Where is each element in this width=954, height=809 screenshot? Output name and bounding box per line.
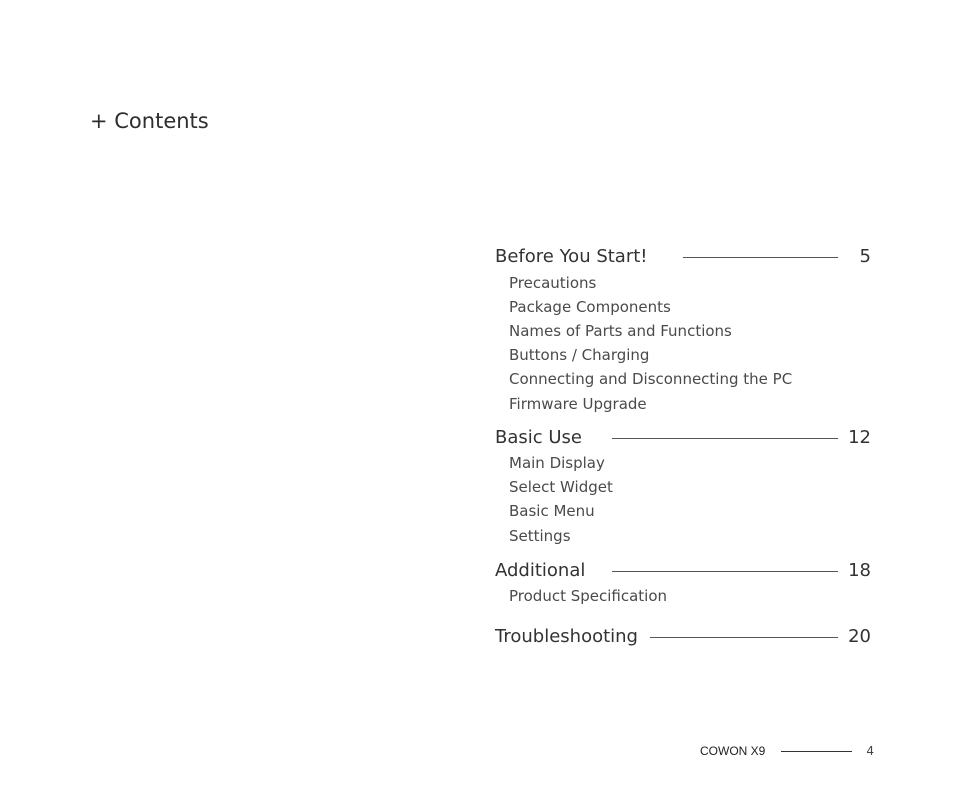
toc-section-page: 18 (848, 560, 871, 581)
toc-section-title: Troubleshooting (495, 626, 638, 647)
toc-leader-line (612, 438, 838, 439)
toc-item-settings[interactable]: Settings (509, 527, 571, 545)
toc-item-select-widget[interactable]: Select Widget (509, 478, 613, 496)
footer-page-number: 4 (866, 744, 874, 758)
toc-leader-line (612, 571, 838, 572)
toc-item-product-specification[interactable]: Product Specification (509, 587, 668, 605)
toc-section-before-you-start[interactable] (495, 245, 871, 269)
toc-section-basic-use[interactable] (495, 426, 871, 450)
toc-leader-line (683, 257, 838, 258)
toc-item-connecting-pc[interactable]: Connecting and Disconnecting the PC (509, 370, 793, 388)
toc-section-page: 12 (848, 427, 871, 448)
toc-item-names-of-parts[interactable]: Names of Parts and Functions (509, 322, 732, 340)
toc-item-package-components[interactable]: Package Components (509, 298, 671, 316)
toc-item-precautions[interactable]: Precautions (509, 274, 597, 292)
toc-item-buttons-charging[interactable]: Buttons / Charging (509, 346, 650, 364)
footer-product-name: COWON X9 (700, 744, 766, 758)
toc-item-firmware-upgrade[interactable]: Firmware Upgrade (509, 395, 647, 413)
toc-section-additional[interactable] (495, 559, 871, 583)
page-footer (700, 742, 874, 760)
toc-section-title: Additional (495, 560, 586, 581)
footer-rule (781, 751, 852, 752)
toc-section-troubleshooting[interactable] (495, 625, 871, 649)
toc-section-page: 5 (859, 246, 871, 267)
toc-section-title: Before You Start! (495, 246, 648, 267)
toc-section-title: Basic Use (495, 427, 583, 448)
toc-leader-line (650, 637, 838, 638)
toc-section-page: 20 (848, 626, 871, 647)
toc-item-main-display[interactable]: Main Display (509, 454, 605, 472)
toc-item-basic-menu[interactable]: Basic Menu (509, 502, 595, 520)
page-title: + Contents (90, 109, 209, 133)
